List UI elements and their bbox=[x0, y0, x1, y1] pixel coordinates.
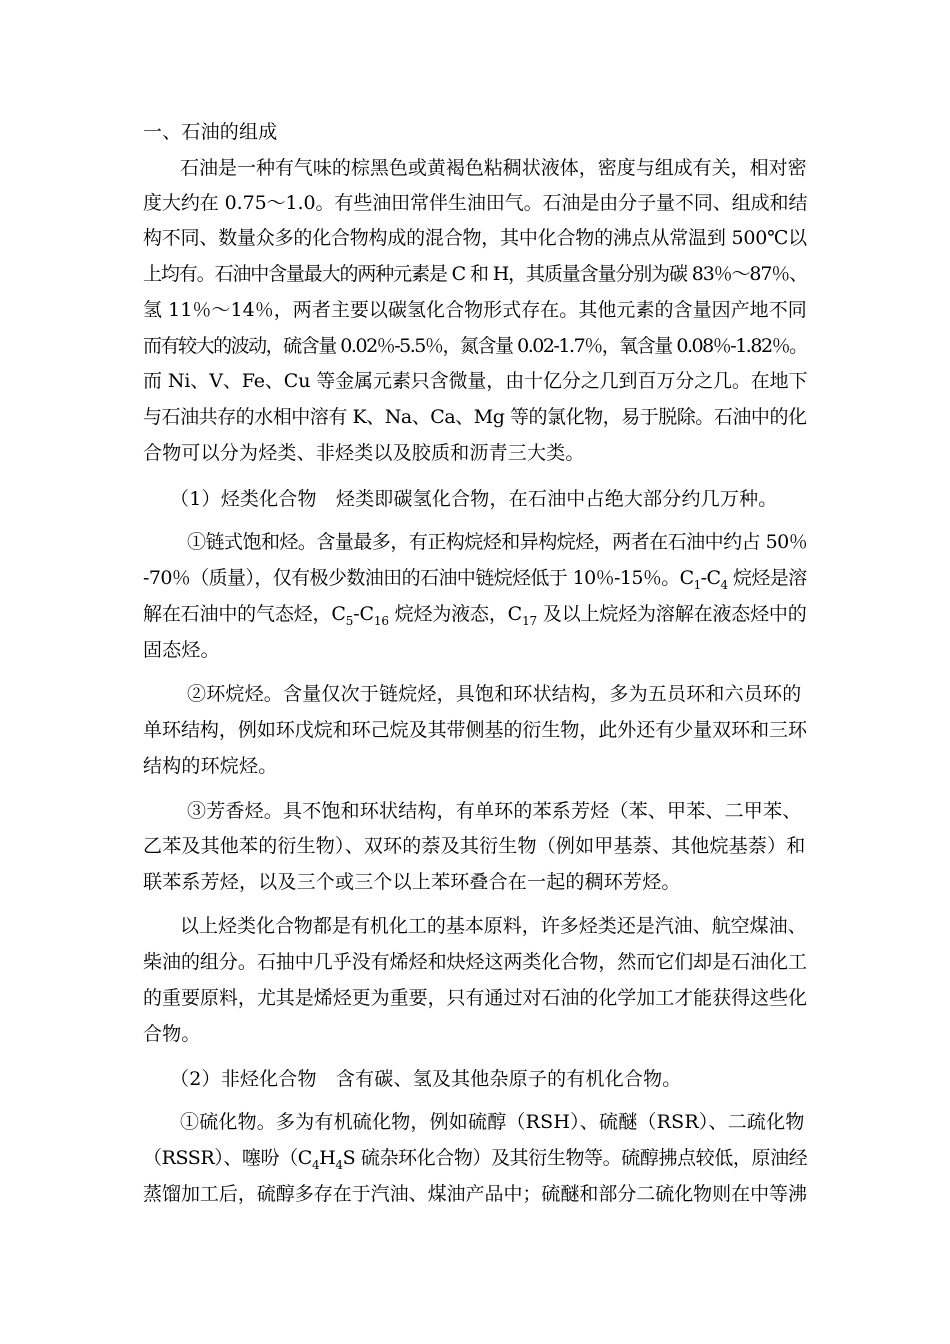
text-run: S 硫杂环化合物）及其衍生物等。硫醇拂点较低，原油经 bbox=[342, 1147, 808, 1169]
subscript: 1 bbox=[693, 578, 701, 592]
paragraph-intro-line-8 bbox=[143, 401, 807, 433]
paragraph-intro-line-9 bbox=[143, 437, 585, 469]
text-run: 与石油共存的水相中溶有 K、Na、Ca、Mg 等的氯化物，易于脱除。石油中的化 bbox=[143, 406, 807, 428]
text-run: ①链式饱和烃。含量最多，有正构烷烃和异构烷烃，两者在石油中约占 50％ bbox=[187, 531, 808, 553]
text-run: 蒸馏加工后，硫醇多存在于汽油、煤油产品中；硫醚和部分二硫化物则在中等沸 bbox=[143, 1183, 808, 1205]
text-run: 的重要原料，尤其是烯烃更为重要，只有通过对石油的化学加工才能获得这些化 bbox=[143, 987, 808, 1009]
paragraph-alkanes-line-1 bbox=[187, 526, 807, 558]
text-run: 联苯系芳烃，以及三个或三个以上苯环叠合在一起的稠环芳烃。 bbox=[143, 871, 681, 893]
paragraph-non-hydrocarbons-heading-line-1 bbox=[170, 1063, 682, 1095]
subscript: 17 bbox=[522, 614, 538, 628]
paragraph-summary-line-2 bbox=[143, 946, 807, 978]
text-run: 固态烃。 bbox=[143, 639, 220, 661]
paragraph-summary-line-3 bbox=[143, 982, 807, 1014]
text-run: 上均有。石油中含量最大的两种元素是 C 和 H，其质量含量分别为碳 83％～87％、 bbox=[143, 263, 808, 285]
subscript: 4 bbox=[311, 1158, 320, 1172]
text-run: 单环结构，例如环戊烷和环己烷及其带侧基的衍生物，此外还有少量双环和三环 bbox=[143, 719, 808, 741]
text-run: ③芳香烃。具不饱和环状结构，有单环的苯系芳烃（苯、甲苯、二甲苯、 bbox=[187, 800, 802, 822]
paragraph-summary-line-1 bbox=[180, 910, 807, 942]
text-run: H bbox=[319, 1147, 336, 1169]
paragraph-hydrocarbons-heading-line-1 bbox=[170, 483, 778, 515]
text-run: 度大约在 0.75～1.0。有些油田常伴生油田气。石油是由分子量不同、组成和结 bbox=[143, 192, 808, 214]
text-run: 合物可以分为烃类、非烃类以及胶质和沥青三大类。 bbox=[143, 442, 585, 464]
text-run: 结构的环烷烃。 bbox=[143, 755, 278, 777]
paragraph-intro-line-2 bbox=[143, 187, 807, 219]
paragraph-sulfides-line-3 bbox=[143, 1178, 807, 1210]
paragraph-intro-line-3 bbox=[143, 222, 807, 254]
paragraph-cycloalkanes-line-1 bbox=[187, 678, 801, 710]
text-run: 解在石油中的气态烃，C bbox=[143, 603, 346, 625]
subscript: 5 bbox=[345, 614, 354, 628]
paragraph-intro-line-6 bbox=[143, 330, 807, 362]
text-run: 而有较大的波动，硫含量 0.02％-5.5％，氮含量 0.02-1.7％，氧含量 0.08％-1.82％。 bbox=[143, 335, 807, 357]
text-run: 烷烃为液态，C bbox=[388, 603, 523, 625]
subscript: 4 bbox=[720, 578, 728, 592]
paragraph-aromatics-line-3 bbox=[143, 866, 681, 898]
text-run: 以上烃类化合物都是有机化工的基本原料，许多烃类还是汽油、航空煤油、 bbox=[180, 915, 807, 937]
text-run: （1）烃类化合物 烃类即碳氢化合物，在石油中占绝大部分约几万种。 bbox=[170, 488, 778, 510]
text-run: ②环烷烃。含量仅次于链烷烃，具饱和环状结构，多为五员环和六员环的 bbox=[187, 683, 802, 705]
text-run: 烷烃是溶 bbox=[727, 567, 807, 589]
paragraph-cycloalkanes-line-2 bbox=[143, 714, 807, 746]
paragraph-cycloalkanes-line-3 bbox=[143, 750, 277, 782]
subscript: 16 bbox=[373, 614, 389, 628]
text-run: （RSSR）、噻吩（C bbox=[143, 1147, 312, 1169]
section-heading: 一、石油的组成 bbox=[143, 121, 278, 143]
text-run: 合物。 bbox=[143, 1023, 201, 1045]
paragraph-aromatics-line-1 bbox=[187, 795, 801, 827]
text-run: 石油是一种有气味的棕黑色或黄褐色粘稠状液体，密度与组成有关，相对密 bbox=[180, 157, 807, 179]
text-run: 氢 11％～14％，两者主要以碳氢化合物形式存在。其他元素的含量因产地不同 bbox=[143, 299, 807, 321]
text-run: -C bbox=[353, 603, 374, 625]
text-run: （2）非烃化合物 含有碳、氢及其他杂原子的有机化合物。 bbox=[170, 1068, 682, 1090]
text-run: 构不同、数量众多的化合物构成的混合物，其中化合物的沸点从常温到 500℃以 bbox=[143, 227, 807, 249]
paragraph-intro-line-7 bbox=[143, 365, 807, 397]
text-run: -70％（质量），仅有极少数油田的石油中链烷烃低于 10％-15％。C bbox=[143, 567, 694, 589]
paragraph-intro-line-4 bbox=[143, 258, 807, 290]
paragraph-intro-line-5 bbox=[143, 294, 807, 326]
text-run: ①硫化物。多为有机硫化物，例如硫醇（RSH）、硫醚（RSR）、二疏化物 bbox=[180, 1111, 805, 1133]
subscript: 4 bbox=[335, 1158, 343, 1172]
paragraph-intro-line-1 bbox=[180, 152, 807, 184]
paragraph-alkanes-line-4 bbox=[143, 634, 220, 666]
text-run: 柴油的组分。石抽中几乎没有烯烃和炔烃这两类化合物，然而它们却是石油化工 bbox=[143, 951, 808, 973]
paragraph-alkanes-line-2 bbox=[143, 562, 807, 594]
paragraph-aromatics-line-2 bbox=[143, 830, 806, 862]
paragraph-sulfides-line-2 bbox=[143, 1142, 807, 1174]
paragraph-summary-line-4 bbox=[143, 1018, 201, 1050]
text-run: 乙苯及其他苯的衍生物）、双环的萘及其衍生物（例如甲基萘、其他烷基萘）和 bbox=[143, 835, 806, 857]
paragraph-sulfides-line-1 bbox=[180, 1106, 805, 1138]
text-run: 及以上烷烃为溶解在液态烃中的 bbox=[537, 603, 807, 625]
paragraph-alkanes-line-3 bbox=[143, 598, 807, 630]
text-run: 而 Ni、V、Fe、Cu 等金属元素只含微量，由十亿分之几到百万分之几。在地下 bbox=[143, 370, 808, 392]
text-run: -C bbox=[700, 567, 721, 589]
